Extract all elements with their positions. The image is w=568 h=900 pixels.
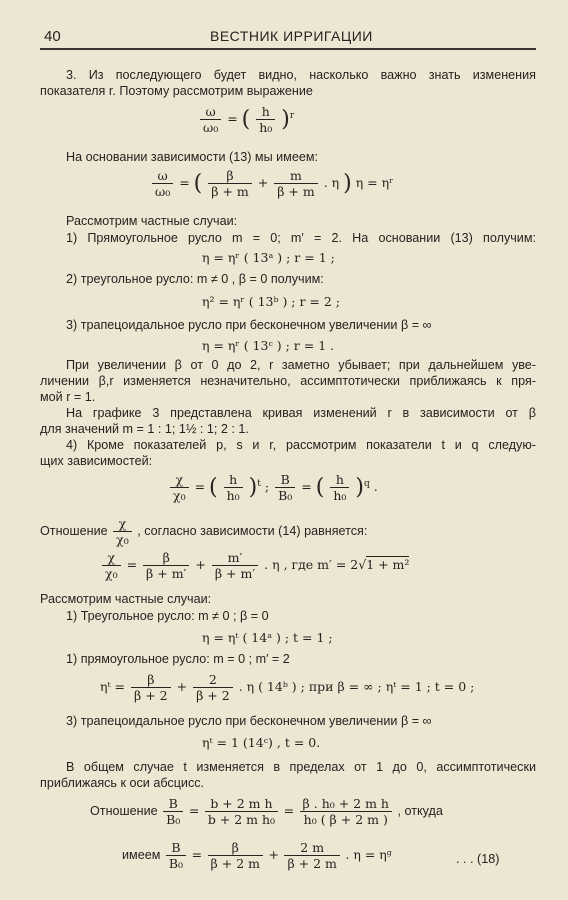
formula-13: $\frac{\omega}{\text{ω₀}}$ = ( $\frac{\beta}{\beta + m}$ + $\frac{m}{\beta + m}$ . η ) η = ηʳ: [150, 168, 393, 199]
text-line: На основании зависимости (13) мы имеем:: [66, 150, 318, 164]
text-line: Отношение $\frac{\chi}{\text{χ₀}}$ , согласно зависимости (14) равняется:: [40, 516, 368, 547]
text-line: приближаясь к оси абсцисс.: [40, 776, 205, 790]
formula-13b: η² = ηʳ ( 13ᵇ ) ; r = 2 ;: [202, 294, 341, 309]
running-header: [40, 26, 536, 50]
text-line: Рассмотрим частные случаи:: [40, 592, 212, 606]
formula-18: имеем $\frac{B}{\text{B₀}}$ = $\frac{\beta}{\beta + 2 m}$ + $\frac{2 m}{\beta + 2 m}$ . η = ηᵍ: [122, 840, 392, 871]
equation-number: . . . (18): [456, 852, 500, 866]
formula-14c: ηᵗ = 1 (14ᶜ) , t = 0.: [202, 735, 321, 750]
text-line: В общем случае t изменяется в пределах от 1 до 0, ассимптотически: [66, 760, 536, 774]
text-line: При увеличении β от 0 до 2, r заметно убывает; при дальнейшем уве-: [66, 358, 536, 372]
text-line: 1) прямоугольное русло: m = 0 ; m′ = 2: [66, 652, 290, 666]
text-line: 1) Прямоугольное русло m = 0; m′ = 2. На основании (13) получим:: [66, 231, 536, 245]
text-line: мой r = 1.: [40, 390, 96, 404]
text-line: 3) трапецоидальное русло при бесконечном увеличении β = ∞: [66, 318, 432, 332]
formula-14: $\frac{\chi}{\text{χ₀}}$ = $\frac{\beta}{\beta + m'}$ + $\frac{m'}{\beta + m'}$ . η , где m′ = 2√1 + m²: [100, 550, 409, 581]
journal-title: ВЕСТНИК ИРРИГАЦИИ: [210, 28, 373, 44]
formula-14b: ηᵗ = $\frac{\beta}{\beta + 2}$ + $\frac{2}{\beta + 2}$ . η ( 14ᵇ ) ; при β = ∞ ; ηᵗ = 1 ; t = 0 ;: [100, 672, 475, 703]
text-line: щих зависимостей:: [40, 454, 153, 468]
text-line: 4) Кроме показателей p, s и r, рассмотрим показатели t и q следую-: [66, 438, 536, 452]
text-line: для значений m = 1 : 1; 1½ : 1; 2 : 1.: [40, 422, 249, 436]
text-line: 3. Из последующего будет видно, насколько важно знать изменения: [66, 68, 536, 82]
text-line: Рассмотрим частные случаи:: [66, 214, 238, 228]
text-line: показателя r. Поэтому рассмотрим выражение: [40, 84, 313, 98]
page-number: 40: [44, 28, 61, 45]
formula-t-q: $\frac{\chi}{\text{χ₀}}$ = ( $\frac{h}{\text{h₀}}$ )$^t$ ; $\frac{B}{\text{B₀}}$ = ( $\frac{h}{\text{h₀}}$ )$^q$ .: [168, 472, 378, 503]
text-line: На графике 3 представлена кривая изменений r в зависимости от β: [66, 406, 536, 420]
text-line: личении β,r изменяется незначительно, ассимптотически приближаясь к пря-: [40, 374, 536, 388]
formula-14a: η = ηᵗ ( 14ᵃ ) ; t = 1 ;: [202, 630, 333, 645]
text-line: 1) Треугольное русло: m ≠ 0 ; β = 0: [66, 609, 269, 623]
text-line: 2) треугольное русло: m ≠ 0 , β = 0 получим:: [66, 272, 324, 286]
formula-omega-ratio: $\frac{\omega}{\text{ω₀}}$ = ( $\frac{h}{\text{h₀}}$ )$^r$: [198, 104, 294, 135]
formula-13c: η = ηʳ ( 13ᶜ ) ; r = 1 .: [202, 338, 335, 353]
formula-13a: η = ηʳ ( 13ᵃ ) ; r = 1 ;: [202, 250, 335, 265]
text-line: 3) трапецоидальное русло при бесконечном увеличении β = ∞: [66, 714, 432, 728]
formula-B-ratio: Отношение $\frac{B}{\text{B₀}}$ = $\frac{\text{b + 2 m h}}{\text{b + 2 m h₀}}$ = $\frac{\text{β . h₀ + 2 m h}}{\text{h₀ ( β + 2 m )}}$ , откуда: [90, 796, 443, 827]
